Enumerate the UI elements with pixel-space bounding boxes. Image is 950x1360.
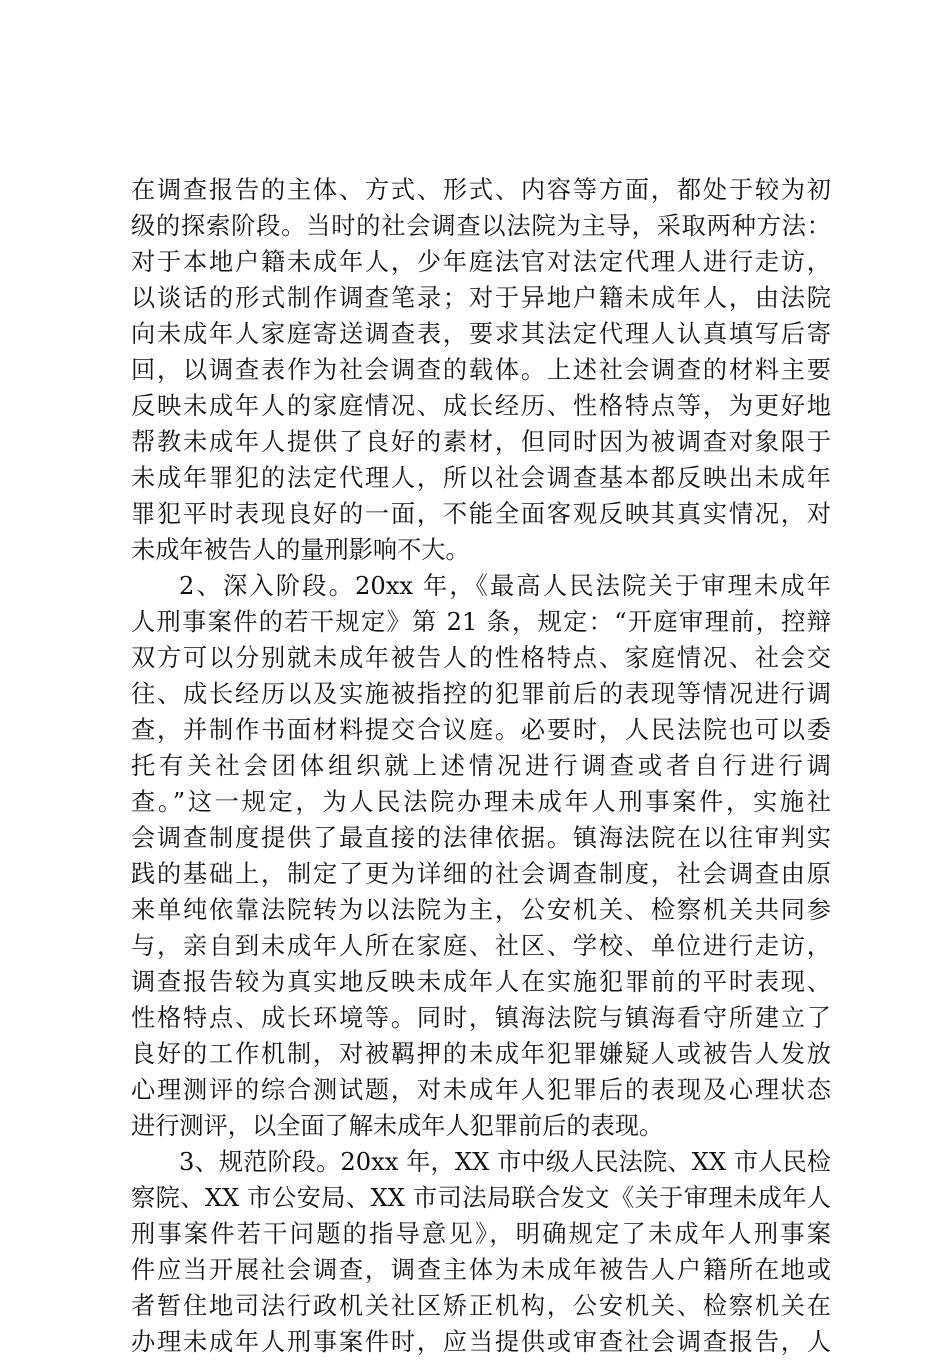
- text-line: 察院、XX 市公安局、XX 市司法局联合发文《关于审理未成年人: [131, 1184, 831, 1212]
- text-line: 良好的工作机制，对被羁押的未成年犯罪嫌疑人或被告人发放: [131, 1040, 831, 1068]
- text-line: 对于本地户籍未成年人，少年庭法官对法定代理人进行走访，: [131, 248, 831, 276]
- text-line: 3、规范阶段。20xx 年，XX 市中级人民法院、XX 市人民检: [179, 1148, 831, 1176]
- text-line: 者暂住地司法行政机关社区矫正机构，公安机关、检察机关在: [131, 1292, 831, 1320]
- text-line: 与，亲自到未成年人所在家庭、社区、学校、单位进行走访，: [131, 932, 831, 960]
- text-line: 帮教未成年人提供了良好的素材，但同时因为被调查对象限于: [131, 428, 831, 456]
- text-line: 往、成长经历以及实施被指控的犯罪前后的表现等情况进行调: [131, 680, 831, 708]
- text-line: 会调查制度提供了最直接的法律依据。镇海法院在以往审判实: [131, 824, 831, 852]
- text-line: 2、深入阶段。20xx 年，《最高人民法院关于审理未成年: [179, 572, 831, 600]
- text-line: 托有关社会团体组织就上述情况进行调查或者自行进行调: [131, 752, 831, 780]
- text-line: 心理测评的综合测试题，对未成年人犯罪后的表现及心理状态: [131, 1076, 831, 1104]
- document-body: [131, 172, 831, 1360]
- text-line: 刑事案件若干问题的指导意见》，明确规定了未成年人刑事案: [131, 1220, 831, 1248]
- text-line: 进行测评，以全面了解未成年人犯罪前后的表现。: [131, 1112, 664, 1140]
- text-line: 级的探索阶段。当时的社会调查以法院为主导，采取两种方法：: [131, 212, 831, 240]
- text-line: 践的基础上，制定了更为详细的社会调查制度，社会调查由原: [131, 860, 831, 888]
- text-line: 向未成年人家庭寄送调查表，要求其法定代理人认真填写后寄: [131, 320, 831, 348]
- text-line: 未成年罪犯的法定代理人，所以社会调查基本都反映出未成年: [131, 464, 831, 492]
- text-line: 反映未成年人的家庭情况、成长经历、性格特点等，为更好地: [131, 392, 831, 420]
- text-line: 未成年被告人的量刑影响不大。: [131, 536, 470, 564]
- text-line: 以谈话的形式制作调查笔录；对于异地户籍未成年人，由法院: [131, 284, 831, 312]
- text-line: 人刑事案件的若干规定》第 21 条，规定：“开庭审理前，控辩: [131, 608, 831, 636]
- text-line: 罪犯平时表现良好的一面，不能全面客观反映其真实情况，对: [131, 500, 831, 528]
- text-line: 性格特点、成长环境等。同时，镇海法院与镇海看守所建立了: [131, 1004, 831, 1032]
- text-line: 件应当开展社会调查，调查主体为未成年被告人户籍所在地或: [131, 1256, 831, 1284]
- text-line: 查。”这一规定，为人民法院办理未成年人刑事案件，实施社: [131, 788, 831, 816]
- text-line: 调查报告较为真实地反映未成年人在实施犯罪前的平时表现、: [131, 968, 831, 996]
- text-line: 在调查报告的主体、方式、形式、内容等方面，都处于较为初: [131, 176, 831, 204]
- text-line: 来单纯依靠法院转为以法院为主，公安机关、检察机关共同参: [131, 896, 831, 924]
- text-line: 查，并制作书面材料提交合议庭。必要时，人民法院也可以委: [131, 716, 831, 744]
- text-line: 办理未成年人刑事案件时，应当提供或审查社会调查报告，人: [131, 1328, 831, 1356]
- text-line: 回，以调查表作为社会调查的载体。上述社会调查的材料主要: [131, 356, 831, 384]
- text-line: 双方可以分别就未成年被告人的性格特点、家庭情况、社会交: [131, 644, 831, 672]
